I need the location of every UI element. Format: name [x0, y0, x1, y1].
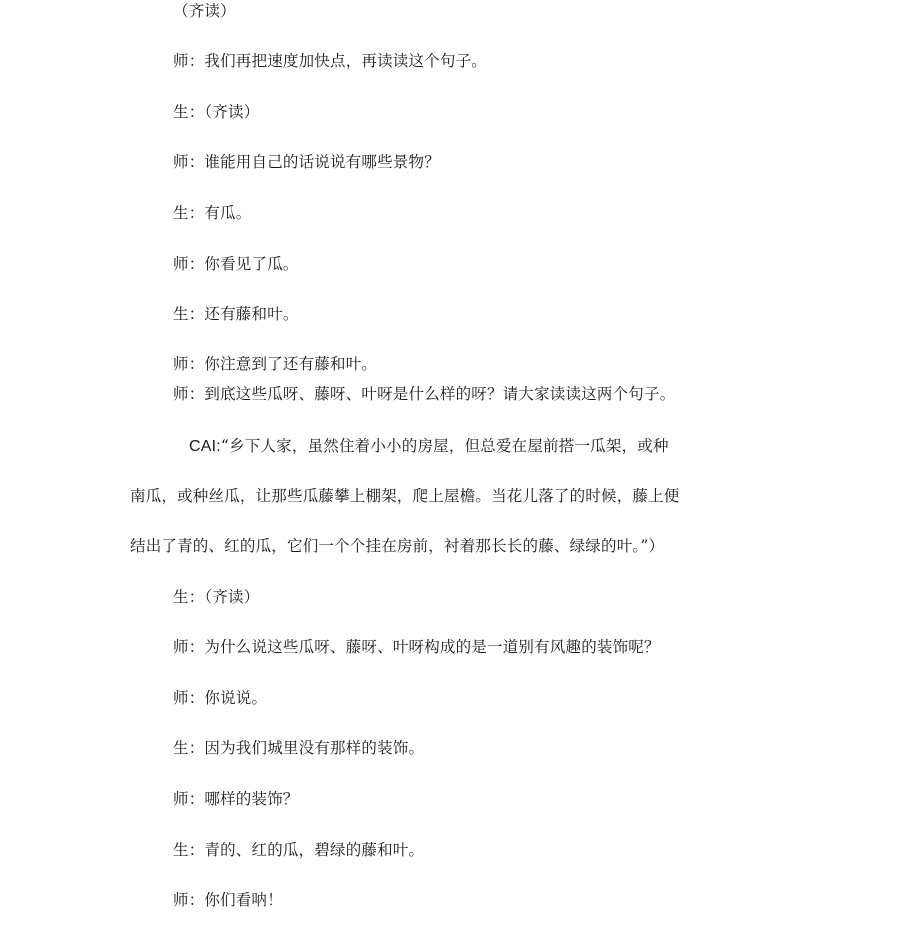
- dialogue-line: 生：有瓜。: [173, 204, 252, 222]
- dialogue-line: 师：你注意到了还有藤和叶。: [173, 355, 378, 373]
- dialogue-line: 生：还有藤和叶。: [173, 305, 299, 323]
- dialogue-line: 生：青的、红的瓜，碧绿的藤和叶。: [173, 841, 425, 859]
- dialogue-line: 师：你们看呐！: [173, 891, 283, 909]
- dialogue-line: 生：因为我们城里没有那样的装饰。: [173, 739, 425, 757]
- dialogue-line: 师：哪样的装饰？: [173, 790, 299, 808]
- cai-quote-line-1: [189, 436, 669, 457]
- dialogue-line: 师：为什么说这些瓜呀、藤呀、叶呀构成的是一道别有风趣的装饰呢？: [173, 638, 660, 656]
- dialogue-line: 生：（齐读）: [173, 103, 260, 121]
- dialogue-line: 师：你说说。: [173, 689, 268, 707]
- dialogue-line: 师：我们再把速度加快点，再读读这个句子。: [173, 52, 488, 70]
- cai-label: CAI:: [189, 438, 221, 455]
- cai-quote-line-2: 南瓜，或种丝瓜，让那些瓜藤攀上棚架，爬上屋檐。当花儿落了的时候，藤上便: [130, 487, 680, 505]
- dialogue-line: 师：到底这些瓜呀、藤呀、叶呀是什么样的呀？请大家读读这两个句子。: [173, 385, 676, 403]
- cai-quote-line-3: 结出了青的、红的瓜，它们一个个挂在房前，衬着那长长的藤、绿绿的叶。”）: [130, 537, 665, 555]
- dialogue-line: 师：你看见了瓜。: [173, 255, 299, 273]
- dialogue-line: 生：（齐读）: [173, 588, 260, 606]
- cai-quote-text: “乡下人家，虽然住着小小的房屋，但总爱在屋前搭一瓜架，或种: [220, 437, 669, 455]
- dialogue-line: 师：谁能用自己的话说说有哪些景物？: [173, 153, 440, 171]
- dialogue-line: （齐读）: [173, 2, 236, 20]
